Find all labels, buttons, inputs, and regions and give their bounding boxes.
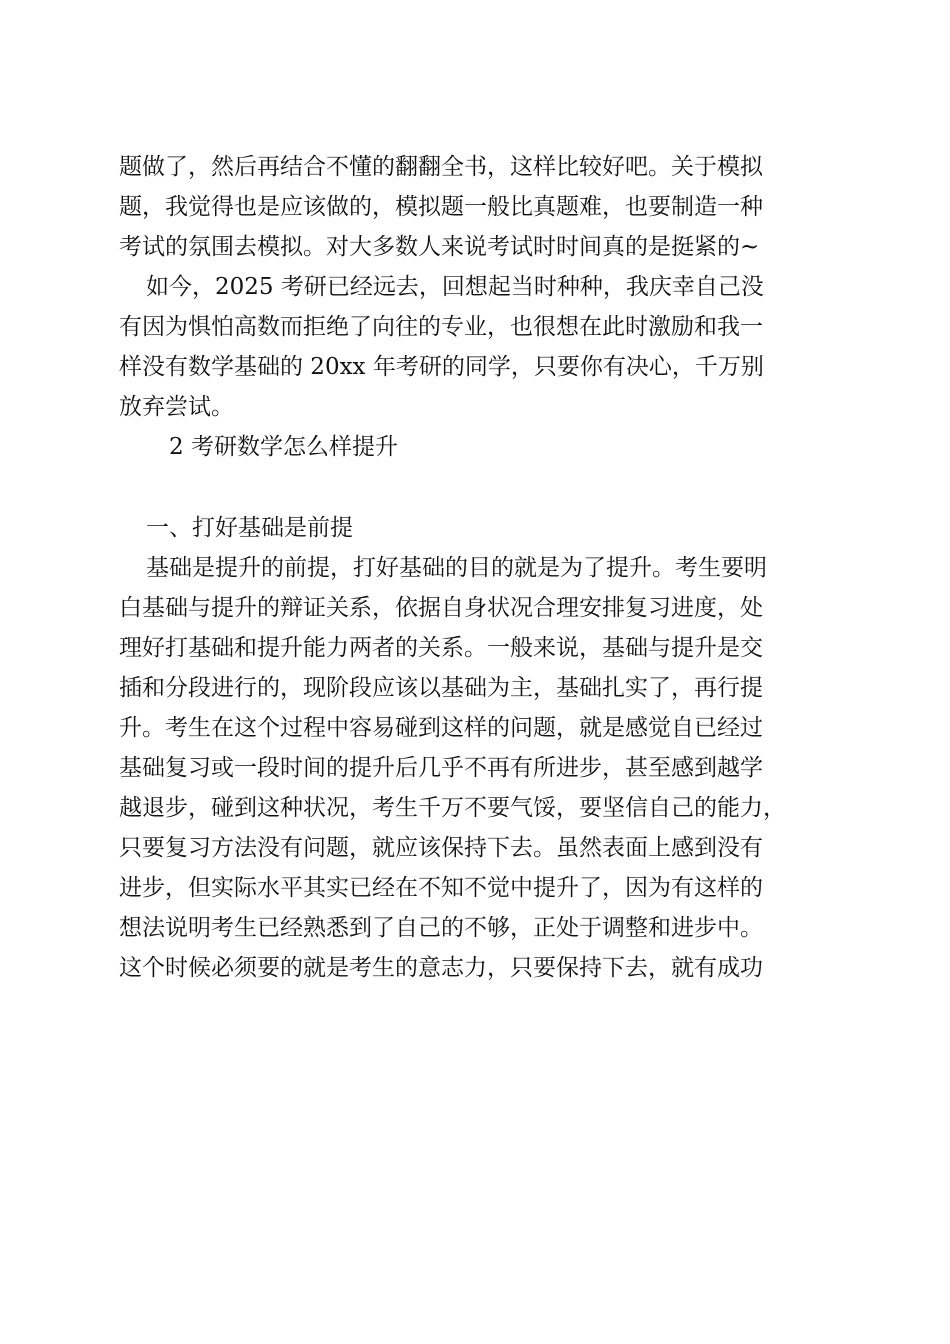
text-line: 基础复习或一段时间的提升后几乎不再有所进步，甚至感到越学: [119, 755, 763, 781]
text-line: 理好打基础和提升能力两者的关系。一般来说，基础与提升是交: [119, 635, 763, 661]
paragraph-2025: [119, 267, 839, 427]
text-line: 放弃尝试。: [119, 394, 234, 420]
section-title: 2 考研数学怎么样提升: [169, 434, 398, 460]
text-line: 有因为惧怕高数而拒绝了向往的专业，也很想在此时激励和我一: [119, 314, 763, 340]
paragraph-basics: [119, 548, 839, 988]
paragraph-continuation: [119, 147, 839, 267]
text-line: 考试的氛围去模拟。对大多数人来说考试时时间真的是挺紧的~: [119, 234, 760, 260]
text-line: 白基础与提升的辩证关系，依据自身状况合理安排复习进度，处: [119, 595, 763, 621]
text-line: 样没有数学基础的 20xx 年考研的同学，只要你有决心，千万别: [119, 354, 764, 380]
text-line: 题做了，然后再结合不懂的翻翻全书，这样比较好吧。关于模拟: [119, 154, 763, 180]
text-line: 这个时候必须要的就是考生的意志力，只要保持下去，就有成功: [119, 955, 763, 981]
text-line: 如今，2025 考研已经远去，回想起当时种种，我庆幸自己没: [146, 274, 764, 300]
text-line: 进步，但实际水平其实已经在不知不觉中提升了，因为有这样的: [119, 875, 763, 901]
subheading: 一、打好基础是前提: [146, 515, 353, 541]
text-line: 想法说明考生已经熟悉到了自己的不够，正处于调整和进步中。: [119, 915, 763, 941]
text-line: 升。考生在这个过程中容易碰到这样的问题，就是感觉自已经过: [119, 715, 763, 741]
text-line: 题，我觉得也是应该做的，模拟题一般比真题难，也要制造一种: [119, 194, 763, 220]
document-body: [119, 147, 839, 988]
text-line: 越退步，碰到这种状况，考生千万不要气馁，要坚信自己的能力，: [119, 795, 786, 821]
text-line: 基础是提升的前提，打好基础的目的就是为了提升。考生要明: [146, 555, 767, 581]
text-line: 只要复习方法没有问题，就应该保持下去。虽然表面上感到没有: [119, 835, 763, 861]
blank-line: [119, 467, 839, 508]
text-line: 插和分段进行的，现阶段应该以基础为主，基础扎实了，再行提: [119, 675, 763, 701]
